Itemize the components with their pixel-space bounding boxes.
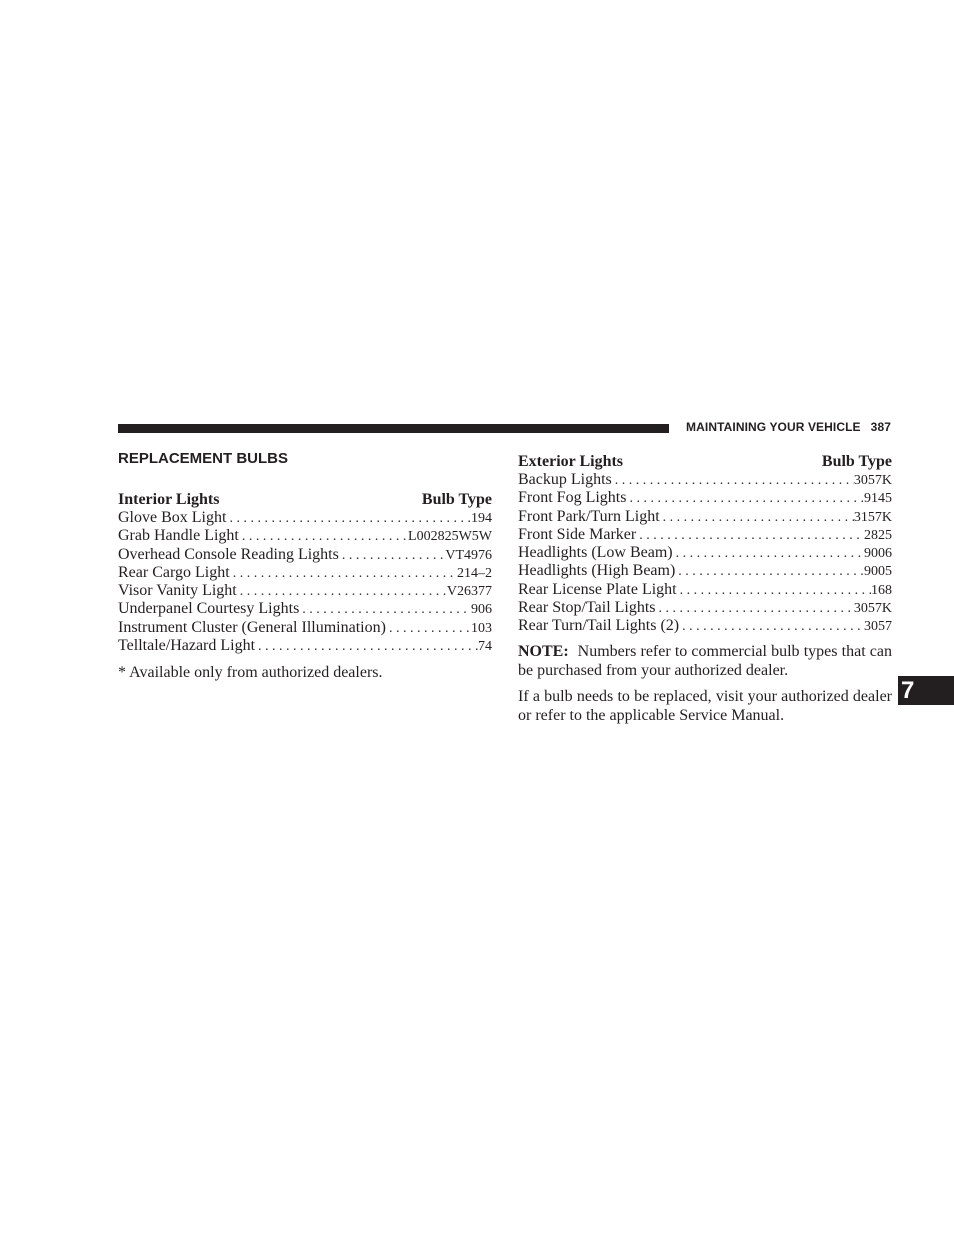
dot-leader — [299, 601, 471, 618]
dot-leader — [673, 545, 864, 562]
exterior-type-heading: Bulb Type — [821, 453, 892, 470]
footnote: * Available only from authorized dealers. — [118, 664, 383, 681]
bulb-type: VT4976 — [445, 547, 492, 563]
bulb-location: Headlights (High Beam) — [518, 562, 676, 580]
table-row — [518, 562, 892, 580]
bulb-type: 3057K — [853, 473, 892, 488]
bulb-type: 3057 — [864, 619, 892, 634]
table-row — [118, 564, 492, 582]
bulb-type: V26377 — [446, 584, 492, 599]
exterior-table-header — [518, 452, 892, 471]
dot-leader — [679, 618, 864, 635]
table-row — [118, 582, 492, 600]
bulb-location: Backup Lights — [518, 471, 612, 488]
bulb-location: Telltale/Hazard Light — [118, 636, 256, 654]
bulb-location: Grab Handle Light — [118, 527, 239, 545]
table-row — [118, 637, 492, 655]
bulb-location: Rear Stop/Tail Lights — [518, 598, 656, 616]
bulb-location: Rear Cargo Light — [118, 563, 230, 581]
dot-leader — [660, 509, 854, 526]
table-row — [118, 509, 492, 527]
interior-type-heading: Bulb Type — [421, 491, 492, 508]
bulb-type: 3157K — [853, 509, 892, 525]
bulb-type: 2825 — [864, 527, 892, 543]
bulb-location: Rear Turn/Tail Lights (2) — [518, 617, 680, 634]
header-rule — [118, 424, 669, 433]
dot-leader — [677, 582, 871, 599]
section-title: REPLACEMENT BULBS — [118, 450, 289, 467]
table-row — [518, 471, 892, 489]
running-header — [686, 420, 891, 434]
chapter-tab: 7 — [898, 676, 954, 705]
exterior-lights-table — [518, 452, 892, 725]
table-row — [118, 546, 492, 564]
page-number: 387 — [870, 420, 891, 434]
bulb-location: Front Park/Turn Light — [518, 507, 660, 525]
bulb-type: 214–2 — [457, 565, 492, 581]
bulb-location: Front Side Marker — [518, 525, 637, 543]
table-row — [518, 508, 892, 526]
bulb-type: 194 — [471, 511, 492, 526]
interior-lights-table — [118, 490, 492, 682]
note-label: NOTE: — [518, 643, 569, 661]
note-paragraph — [518, 643, 892, 680]
dot-leader — [237, 583, 447, 600]
bulb-location: Overhead Console Reading Lights — [118, 545, 339, 563]
bulb-location: Rear License Plate Light — [518, 580, 677, 598]
bulb-type: 9145 — [864, 491, 892, 507]
table-row — [118, 600, 492, 618]
bulb-type: 74 — [478, 638, 492, 654]
dot-leader — [339, 547, 445, 564]
note-text: Numbers refer to commercial bulb types that can be purchased from your authorized dealer. — [518, 643, 892, 679]
advice-paragraph: If a bulb needs to be replaced, visit your authorized dealer or refer to the applicable Service Manual. — [518, 688, 892, 724]
bulb-type: 103 — [471, 620, 492, 636]
bulb-type: 9006 — [864, 546, 892, 561]
dot-leader — [226, 510, 471, 527]
table-row — [518, 581, 892, 599]
dot-leader — [612, 472, 854, 489]
bulb-type: 3057K — [853, 600, 892, 616]
interior-table-header — [118, 490, 492, 509]
bulb-location: Underpanel Courtesy Lights — [118, 600, 300, 618]
header-section-title: MAINTAINING YOUR VEHICLE — [686, 420, 861, 434]
table-row — [518, 617, 892, 635]
dot-leader — [656, 600, 854, 617]
bulb-location: Instrument Cluster (General Illumination) — [118, 618, 386, 636]
exterior-heading: Exterior Lights — [518, 453, 624, 470]
table-row — [118, 619, 492, 637]
bulb-location: Visor Vanity Light — [118, 582, 237, 599]
table-row — [518, 489, 892, 507]
dot-leader — [626, 490, 864, 507]
bulb-location: Headlights (Low Beam) — [518, 544, 673, 561]
table-row — [518, 599, 892, 617]
bulb-location: Glove Box Light — [118, 509, 227, 526]
bulb-location: Front Fog Lights — [518, 489, 627, 507]
dot-leader — [255, 638, 478, 655]
table-row — [518, 544, 892, 562]
bulb-type: 168 — [871, 582, 892, 598]
interior-heading: Interior Lights — [118, 491, 220, 508]
dot-leader — [386, 620, 471, 637]
dot-leader — [230, 565, 457, 582]
dot-leader — [675, 563, 864, 580]
bulb-type: 906 — [471, 602, 492, 618]
table-row — [518, 526, 892, 544]
bulb-type: 9005 — [864, 564, 892, 580]
dot-leader — [239, 528, 408, 545]
dot-leader — [636, 527, 864, 544]
bulb-type: L002825W5W — [408, 529, 492, 545]
table-row — [118, 527, 492, 545]
